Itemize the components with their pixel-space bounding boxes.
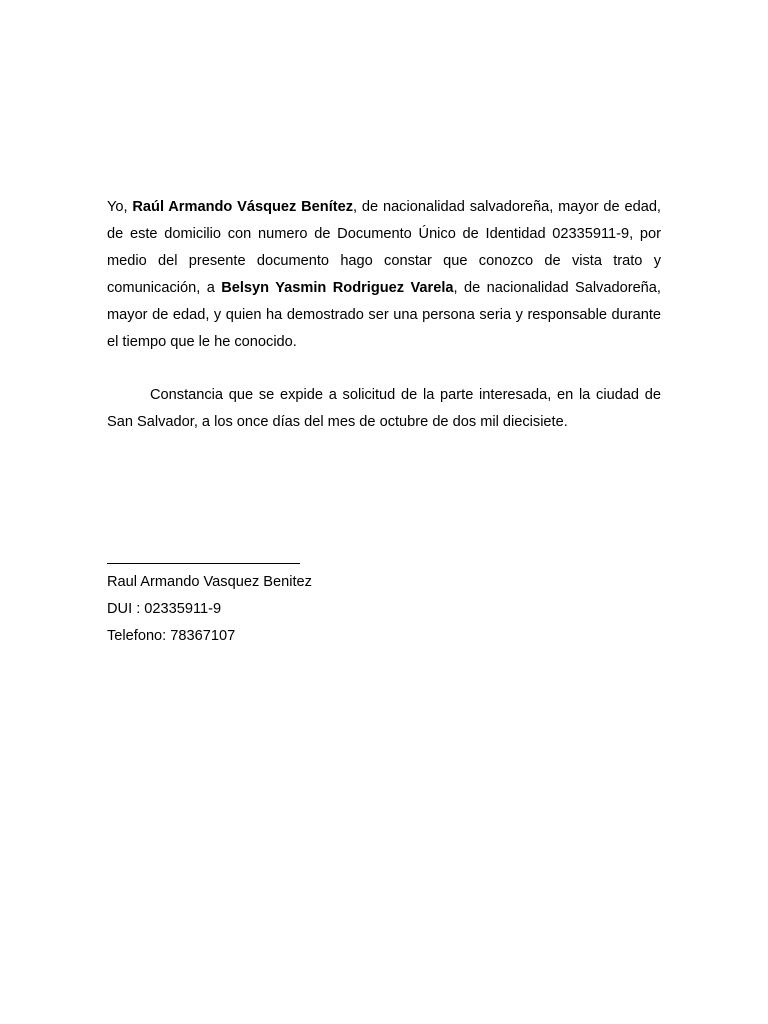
signatory-dui: DUI : 02335911-9 xyxy=(107,601,222,617)
signatory-phone: Telefono: 78367107 xyxy=(107,628,236,644)
signatory-name: Raul Armando Vasquez Benitez xyxy=(107,574,312,590)
signature-line xyxy=(107,563,300,564)
intro-text: Yo, xyxy=(107,199,133,215)
subject-name: Belsyn Yasmin Rodriguez Varela xyxy=(221,280,454,296)
declarant-name: Raúl Armando Vásquez Benítez xyxy=(132,199,354,215)
declaration-paragraph xyxy=(107,194,661,356)
issuance-paragraph: Constancia que se expide a solicitud de la parte interesada, en la ciudad de San Salvador, a los once días del mes de octubre de dos mil diecisiete. xyxy=(107,387,661,430)
declaration-text-part-2: , de nacionalidad Salvadoreña, mayor de edad, y quien ha demostrado ser una persona seria y responsable durante el tiempo que le he conocido. xyxy=(107,280,661,350)
declaration-text-part-1: , de nacionalidad salvadoreña, mayor de edad, de este domicilio con numero de Documento Único de Identidad 02335911-9, por medio del presente documento hago constar que conozco de vista trato y comunicación, a xyxy=(107,199,661,296)
